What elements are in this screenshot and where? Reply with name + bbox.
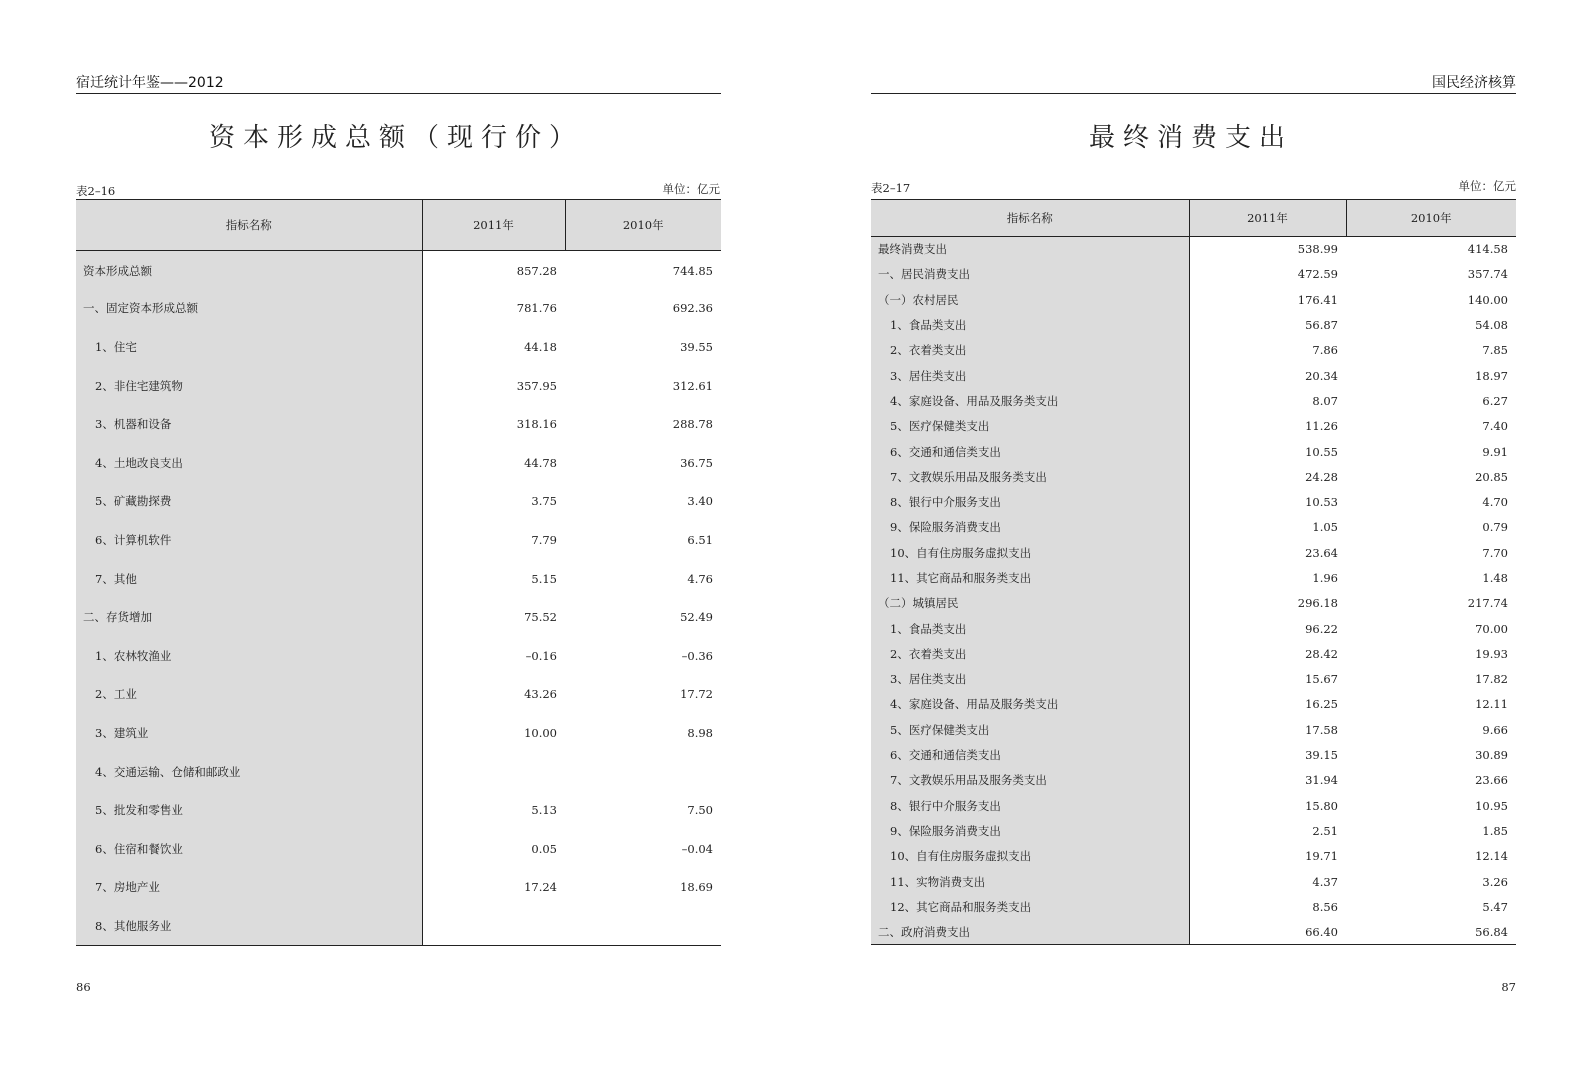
row-name: 2、衣着类支出 <box>871 338 1189 363</box>
table-row <box>76 675 721 714</box>
table-row <box>871 717 1516 742</box>
table-row <box>871 287 1516 312</box>
value-2010: 30.89 <box>1475 748 1508 763</box>
value-2011: 1.96 <box>1312 571 1338 585</box>
value-2010: 70.00 <box>1475 621 1508 636</box>
row-name: 1、住宅 <box>76 328 422 367</box>
value-2010: 217.74 <box>1467 596 1508 611</box>
value-2011: 24.28 <box>1305 469 1338 484</box>
table-row <box>871 768 1516 793</box>
row-name: 7、其他 <box>76 559 422 598</box>
table-row <box>76 405 721 444</box>
table-row <box>871 920 1516 945</box>
value-2010: 12.14 <box>1475 849 1508 864</box>
value-2010: 288.78 <box>672 417 713 432</box>
value-2010: 0.79 <box>1482 520 1508 535</box>
row-name: 2、工业 <box>76 675 422 714</box>
value-2010: 54.08 <box>1475 318 1508 333</box>
row-name: 3、机器和设备 <box>76 405 422 444</box>
row-name: 5、批发和零售业 <box>76 791 422 830</box>
row-name: 10、自有住房服务虚拟支出 <box>871 540 1189 565</box>
value-2010: 8.98 <box>687 725 713 740</box>
value-2010: 5.47 <box>1482 899 1508 914</box>
row-name: 10、自有住房服务虚拟支出 <box>871 844 1189 869</box>
value-2010: 744.85 <box>672 264 713 279</box>
table-row <box>871 262 1516 287</box>
value-2011: 17.24 <box>524 880 557 895</box>
row-name: 11、实物消费支出 <box>871 869 1189 894</box>
table-body <box>76 251 721 946</box>
row-name: 6、计算机软件 <box>76 521 422 560</box>
row-name: 1、农林牧渔业 <box>76 636 422 675</box>
value-2011: 2.51 <box>1312 823 1338 838</box>
table-row <box>871 667 1516 692</box>
value-2010: 17.72 <box>680 687 713 702</box>
value-2010 <box>565 907 721 946</box>
value-2010: –0.36 <box>681 648 713 663</box>
value-2011: 56.87 <box>1305 318 1338 333</box>
value-2010: 18.69 <box>680 880 713 895</box>
row-name: 5、医疗保健类支出 <box>871 414 1189 439</box>
value-2010: 6.51 <box>687 532 713 547</box>
right-page <box>793 0 1587 1077</box>
table-row <box>76 907 721 946</box>
value-2010: 7.70 <box>1482 545 1508 560</box>
value-2011: 23.64 <box>1305 545 1338 560</box>
table-row <box>76 366 721 405</box>
page-title: 资本形成总额（现行价） <box>208 123 583 153</box>
column-header-2010: 2010年 <box>1346 200 1516 237</box>
value-2011: 16.25 <box>1305 697 1338 712</box>
row-name: 3、居住类支出 <box>871 667 1189 692</box>
value-2010: 1.48 <box>1482 571 1508 585</box>
value-2011: 17.58 <box>1305 722 1338 737</box>
table-id: 表2–16 <box>76 184 116 198</box>
row-name: 一、居民消费支出 <box>871 262 1189 287</box>
table-row <box>871 844 1516 869</box>
value-2010: 9.91 <box>1482 444 1508 459</box>
capital-formation-table <box>76 199 721 946</box>
row-name: 1、食品类支出 <box>871 312 1189 337</box>
column-header-2011: 2011年 <box>422 200 565 251</box>
value-2010: 6.27 <box>1482 393 1508 408</box>
value-2011: 472.59 <box>1297 267 1338 282</box>
column-header-indicator: 指标名称 <box>871 200 1189 237</box>
table-row <box>76 482 721 521</box>
value-2011: 176.41 <box>1297 292 1338 307</box>
table-row <box>871 692 1516 717</box>
column-header-2010: 2010年 <box>565 200 721 251</box>
value-2011: 1.05 <box>1312 520 1338 535</box>
page-number: 87 <box>1501 980 1516 994</box>
row-name: 4、家庭设备、用品及服务类支出 <box>871 692 1189 717</box>
row-name: 1、食品类支出 <box>871 616 1189 641</box>
value-2010: 3.26 <box>1482 874 1508 889</box>
row-name: 11、其它商品和服务类支出 <box>871 565 1189 590</box>
table-row <box>871 565 1516 590</box>
row-name: 资本形成总额 <box>76 251 422 290</box>
table-row <box>76 251 721 290</box>
value-2011: 31.94 <box>1305 773 1338 788</box>
table-row <box>76 752 721 791</box>
column-header-2011: 2011年 <box>1189 200 1346 237</box>
value-2011: 28.42 <box>1305 646 1338 661</box>
row-name: 5、矿藏勘探费 <box>76 482 422 521</box>
value-2011 <box>422 752 565 791</box>
row-name: 二、存货增加 <box>76 598 422 637</box>
value-2010: 7.50 <box>687 803 713 818</box>
row-name: 4、交通运输、仓储和邮政业 <box>76 752 422 791</box>
value-2011: 0.05 <box>531 841 557 856</box>
value-2011: 4.37 <box>1312 874 1338 889</box>
value-2011: 20.34 <box>1305 368 1338 383</box>
table-body <box>871 237 1516 945</box>
value-2011: 538.99 <box>1297 242 1338 257</box>
value-2011: –0.16 <box>525 648 557 663</box>
value-2010: –0.04 <box>681 841 713 856</box>
row-name: 7、文教娱乐用品及服务类支出 <box>871 464 1189 489</box>
table-row <box>76 829 721 868</box>
value-2011: 8.07 <box>1312 393 1338 408</box>
value-2010: 20.85 <box>1475 469 1508 484</box>
value-2011: 10.55 <box>1305 444 1338 459</box>
row-name: 7、房地产业 <box>76 868 422 907</box>
table-row <box>76 791 721 830</box>
table-row <box>871 793 1516 818</box>
table-row <box>871 894 1516 919</box>
table-row <box>871 489 1516 514</box>
row-name: 6、交通和通信类支出 <box>871 742 1189 767</box>
page-title: 最终消费支出 <box>1088 123 1293 153</box>
value-2011: 8.56 <box>1312 899 1338 914</box>
row-name: 8、其他服务业 <box>76 907 422 946</box>
unit-label: 单位：亿元 <box>1458 179 1516 193</box>
value-2011: 296.18 <box>1297 596 1338 611</box>
left-page <box>0 0 793 1077</box>
value-2010: 3.40 <box>687 494 713 509</box>
table-row <box>76 636 721 675</box>
value-2011: 15.67 <box>1305 672 1338 687</box>
row-name: 2、衣着类支出 <box>871 641 1189 666</box>
table-row <box>76 868 721 907</box>
value-2010: 12.11 <box>1475 697 1508 712</box>
value-2010: 692.36 <box>672 301 713 316</box>
row-name: （二）城镇居民 <box>871 591 1189 616</box>
table-row <box>871 742 1516 767</box>
value-2010: 17.82 <box>1475 672 1508 687</box>
value-2010: 39.55 <box>680 339 713 354</box>
value-2010 <box>565 752 721 791</box>
value-2010: 56.84 <box>1475 924 1508 939</box>
value-2011: 15.80 <box>1305 798 1338 813</box>
value-2010: 140.00 <box>1467 292 1508 307</box>
table-row <box>76 714 721 753</box>
value-2010: 52.49 <box>680 610 713 625</box>
value-2010: 7.85 <box>1482 343 1508 358</box>
table-row <box>871 616 1516 641</box>
column-header-indicator: 指标名称 <box>76 200 422 251</box>
table-id: 表2–17 <box>871 181 911 195</box>
table-row <box>76 443 721 482</box>
value-2010: 23.66 <box>1475 773 1508 788</box>
value-2011: 3.75 <box>531 494 557 509</box>
value-2011: 19.71 <box>1305 849 1338 864</box>
table-header-row <box>871 200 1516 237</box>
row-name: 3、居住类支出 <box>871 363 1189 388</box>
table-row <box>871 464 1516 489</box>
table-row <box>871 338 1516 363</box>
value-2011: 5.15 <box>531 571 557 586</box>
value-2011: 7.79 <box>531 532 557 547</box>
row-name: 二、政府消费支出 <box>871 920 1189 945</box>
row-name: 8、银行中介服务支出 <box>871 489 1189 514</box>
row-name: 8、银行中介服务支出 <box>871 793 1189 818</box>
value-2010: 4.70 <box>1482 495 1508 510</box>
table-row <box>871 363 1516 388</box>
table-row <box>871 515 1516 540</box>
row-name: 6、交通和通信类支出 <box>871 439 1189 464</box>
row-name: （一）农村居民 <box>871 287 1189 312</box>
value-2011: 96.22 <box>1305 621 1338 636</box>
table-row <box>76 328 721 367</box>
running-head: 国民经济核算 <box>871 74 1516 94</box>
page-number: 86 <box>76 980 91 994</box>
value-2010: 312.61 <box>672 378 713 393</box>
value-2011: 75.52 <box>524 610 557 625</box>
row-name: 一、固定资本形成总额 <box>76 289 422 328</box>
value-2010: 414.58 <box>1467 242 1508 257</box>
row-name: 12、其它商品和服务类支出 <box>871 894 1189 919</box>
value-2011: 7.86 <box>1312 343 1338 358</box>
table-row <box>76 521 721 560</box>
value-2010: 357.74 <box>1467 267 1508 282</box>
table-row <box>76 559 721 598</box>
table-row <box>871 414 1516 439</box>
table-row <box>871 439 1516 464</box>
row-name: 9、保险服务消费支出 <box>871 818 1189 843</box>
unit-label: 单位：亿元 <box>662 182 720 196</box>
final-consumption-table <box>871 199 1516 945</box>
table-row <box>871 869 1516 894</box>
table-header-row <box>76 200 721 251</box>
value-2011: 44.78 <box>524 455 557 470</box>
row-name: 4、土地改良支出 <box>76 443 422 482</box>
running-head: 宿迁统计年鉴——2012 <box>76 74 721 94</box>
value-2011 <box>422 907 565 946</box>
value-2011: 39.15 <box>1305 748 1338 763</box>
row-name: 5、医疗保健类支出 <box>871 717 1189 742</box>
row-name: 最终消费支出 <box>871 237 1189 262</box>
value-2011: 10.53 <box>1305 495 1338 510</box>
value-2010: 7.40 <box>1482 419 1508 434</box>
value-2011: 11.26 <box>1305 419 1338 434</box>
row-name: 7、文教娱乐用品及服务类支出 <box>871 768 1189 793</box>
value-2011: 43.26 <box>524 687 557 702</box>
table-row <box>871 591 1516 616</box>
table-row <box>871 818 1516 843</box>
value-2010: 9.66 <box>1482 722 1508 737</box>
value-2011: 781.76 <box>516 301 557 316</box>
row-name: 9、保险服务消费支出 <box>871 515 1189 540</box>
value-2011: 5.13 <box>531 803 557 818</box>
table-row <box>76 289 721 328</box>
row-name: 4、家庭设备、用品及服务类支出 <box>871 388 1189 413</box>
table-row <box>76 598 721 637</box>
value-2010: 19.93 <box>1475 646 1508 661</box>
value-2011: 66.40 <box>1305 924 1338 939</box>
value-2011: 357.95 <box>516 378 557 393</box>
value-2010: 10.95 <box>1475 798 1508 813</box>
value-2011: 318.16 <box>516 417 557 432</box>
value-2010: 4.76 <box>687 571 713 586</box>
table-row <box>871 388 1516 413</box>
value-2010: 1.85 <box>1482 823 1508 838</box>
row-name: 2、非住宅建筑物 <box>76 366 422 405</box>
value-2010: 18.97 <box>1475 368 1508 383</box>
value-2011: 857.28 <box>516 264 557 279</box>
table-row <box>871 641 1516 666</box>
table-row <box>871 312 1516 337</box>
table-row <box>871 237 1516 262</box>
value-2011: 44.18 <box>524 339 557 354</box>
row-name: 3、建筑业 <box>76 714 422 753</box>
row-name: 6、住宿和餐饮业 <box>76 829 422 868</box>
table-row <box>871 540 1516 565</box>
value-2010: 36.75 <box>680 455 713 470</box>
value-2011: 10.00 <box>524 725 557 740</box>
